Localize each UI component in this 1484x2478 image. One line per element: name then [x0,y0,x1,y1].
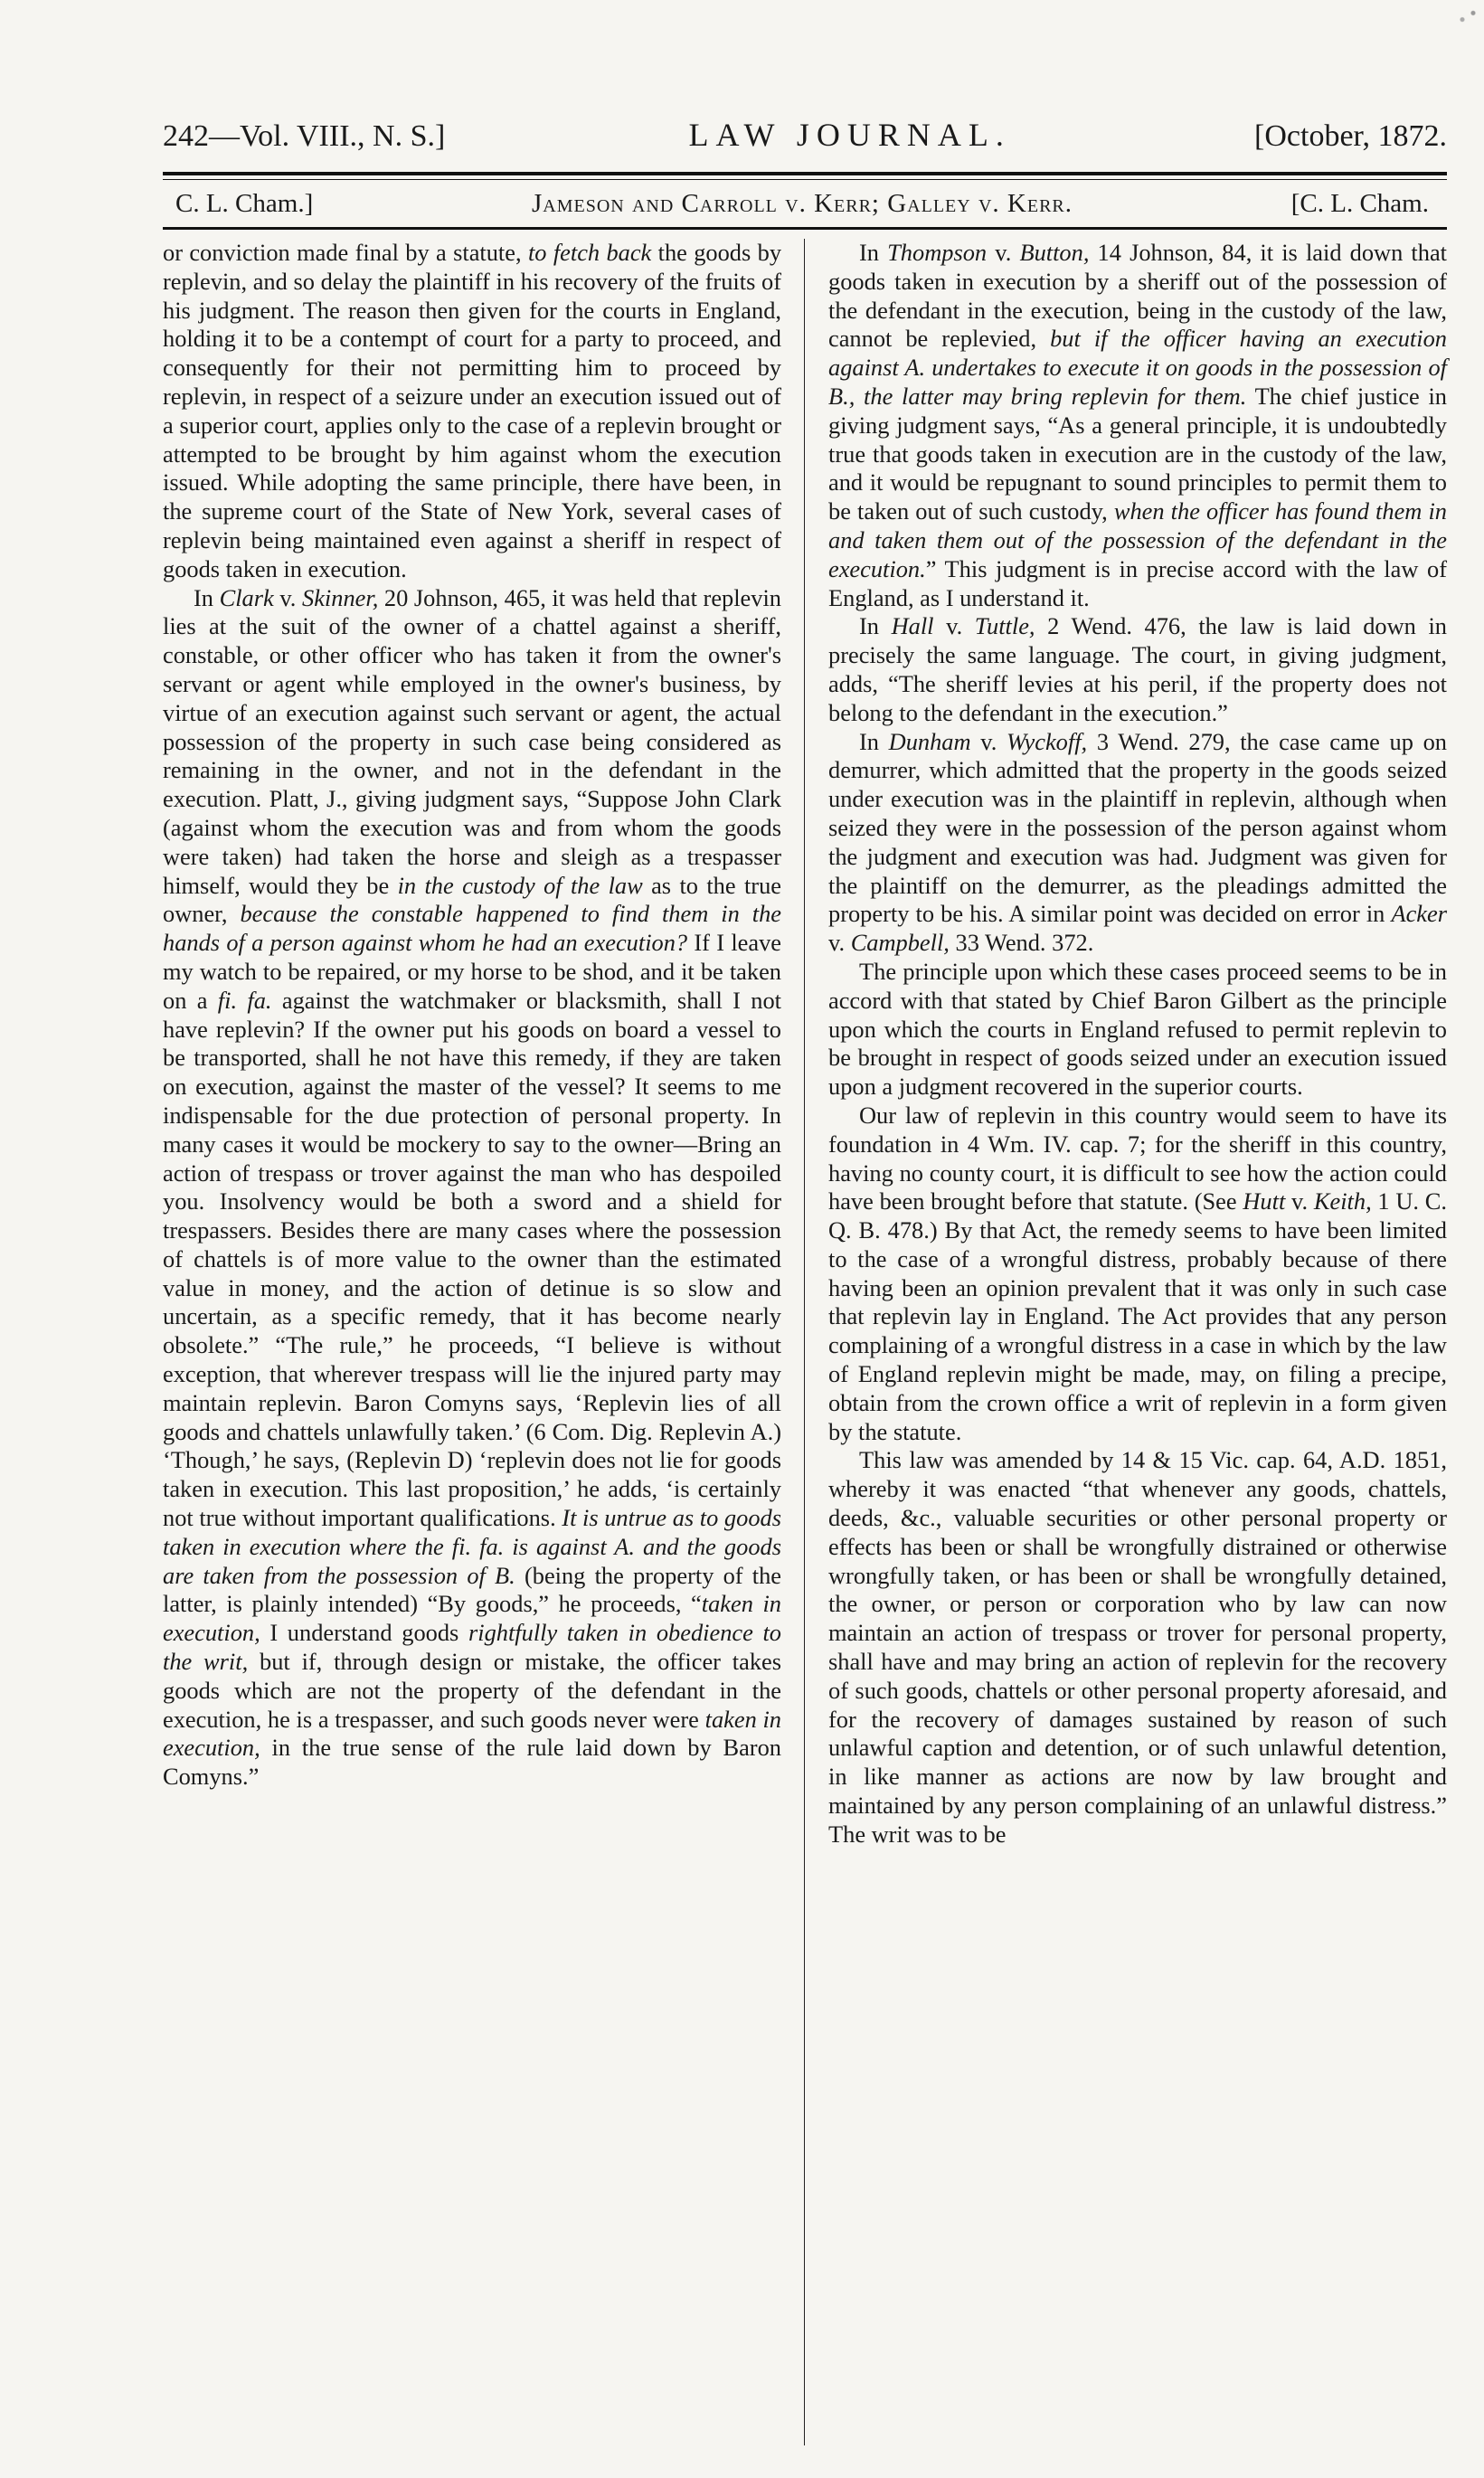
italic-text: Button, [1019,239,1090,266]
header-rule-thick [163,172,1447,175]
paragraph [828,1102,1447,1447]
italic-text: to fetch back [527,239,652,266]
italic-text: Clark [219,583,274,611]
italic-text: Acker [1391,900,1447,928]
italic-text: Tuttle, [974,612,1035,640]
text-run: 20 Johnson, 465, it was held that replevin lies at the suit of the owner of a chattel against a sheriff, constable, or other officer who has taken it from the owner's servant or agent while employed in the owner's business, by virtue of an execution against such servant or agent, the actual possession of the property in such case being considered as remaining in the owner, and not in the defendant in the execution. Platt, J., giving judgment says, “Suppose John Clark (against whom the execution was and from whom the goods were taken) had taken the horse and sleigh as a trespasser himself, would they be [163,583,781,899]
text-run: In [859,239,888,266]
italic-text: rightfully taken in obedience to the writ, [163,1619,781,1676]
italic-text: but if the officer having an execution against A. undertakes to execute it on goods in the possession of B., the latter may bring replevin for them. [828,325,1447,410]
italic-text: Campbell, [850,929,950,957]
text-run: If I leave my watch to be repaired, or my horse to be shod, and it be taken on a [163,929,781,1014]
text-run: 3 Wend. 279, the case came up on demurrer, which admitted that the property in the goods seized under execution was in the plaintiff in replevin, although when seized they were in the possession of the person against whom the judgment and execution was had. Judgment was given for the plaintiff on the demurrer, as the pleadings admitted the property to be his. A similar point was decided on error in [828,727,1447,928]
header-volume: 242—Vol. VIII., N. S.] [163,119,446,153]
text-run: 33 Wend. 372. [949,929,1094,957]
text-run: Our law of replevin in this country would seem to have its foundation in 4 Wm. IV. cap. 7; for the sheriff in this country, having no county court, it is difficult to see how the action could have been brought before that statute. (See [828,1101,1447,1215]
text-run: in the true sense of the rule laid down by Baron Comyns.” [163,1734,781,1791]
text-run: 1 U. C. Q. B. 478.) By that Act, the remedy seems to have been limited to the case of a wrongful distress, probably because of there having been an opinion prevalent that it was only in such case that replevin lay in England. The Act provides that any person complaining of a wrongful distress in a case in which by the law of England replevin might be made, may, on filing a precipe, obtain from the crown office a writ of replevin in a form given by the statute. [828,1187,1447,1445]
italic-text: Keith, [1313,1187,1372,1215]
italic-text: in the custody of the law [397,871,643,899]
italic-text: Thompson [887,239,988,266]
header-date: [October, 1872. [1254,119,1447,153]
text-run: The principle upon which these cases proceed seems to be in accord with that stated by Chief Baron Gilbert as the principle upon which the courts in England refused to permit replevin to be brought in respect of goods seized under an execution issued upon a judgment recovered in the superior courts. [828,957,1447,1101]
text-run: The chief justice in giving judgment says, “As a general principle, it is undoubtedly true that goods taken in execution are in the custody of the law, and it would be repugnant to sound principles to permit them to be taken out of such custody, [828,382,1447,525]
italic-text: because the constable happened to find them in the hands of a person against whom he had an execution? [163,900,781,957]
case-court-left: C. L. Cham.] [175,189,314,218]
paragraph [828,728,1447,958]
text-run: as to the true owner, [163,871,781,928]
paragraph [828,239,1447,612]
paragraph [828,958,1447,1102]
column-divider [804,239,805,2445]
paragraph [828,1446,1447,1849]
text-run: In [859,727,889,755]
text-run: v. [933,612,975,640]
case-header-rule [163,227,1447,230]
text-run: This law was amended by 14 & 15 Vic. cap. 64, A.D. 1851, whereby it was enacted “that whenever any goods, chattels, deeds, &c., valuable securities or other personal property or effects has been or shall be wrongfully distrained or otherwise wrongfully taken, or has been or shall be wrongfully detained, the owner, or person or corporation who by law can now maintain an action of trespass or trover for personal property, shall have and may bring an action of replevin for the recovery of such goods, chattels or other personal property aforesaid, and for the recovery of damages sustained by reason of such unlawful caption and detention, or of such unlawful detention, in like manner as actions are now by law brought and maintained by any person complaining of an unlawful distress.” The writ was to be [828,1446,1447,1848]
italic-text: It is untrue as to goods taken in execution where the fi. fa. is against A. and the goods are taken from the possession of B. [163,1504,781,1589]
text-run: against the watchmaker or blacksmith, shall I not have replevin? If the owner put his goods on board a vessel to be transported, shall he not have this remedy, if they are taken on execution, against the master of the vessel? It seems to me indispensable for the due protection of personal property. In many cases it would be mockery to say to the owner—Bring an action of trespass or trover against the man who has despoiled you. Insolvency would be both a sword and a shield for trespassers. Besides there are many cases where the possession of chattels is of more value to the owner than the estimated value in money, and the action of detinue is so slow and uncertain, as a specific remedy, that it has become nearly obsolete.” “The rule,” he proceeds, “I believe is without exception, that wherever trespass will lie the injured party may maintain replevin. Baron Comyns says, ‘Replevin lies of all goods and chattels unlawfully taken.’ (6 Com. Dig. Replevin A.) ‘Though,’ he says, (Replevin D) ‘replevin does not lie for goods taken in execution. This last proposition,’ he adds, ‘is certainly not true without important qualifications. [163,986,781,1532]
text-run: but if, through design or mistake, the officer takes goods which are not the property of the defendant in the execution, he is a trespasser, and such goods never were [163,1648,781,1733]
left-column [163,239,781,2464]
running-header [163,116,1447,163]
case-header [163,180,1447,227]
text-run: v. [970,727,1007,755]
italic-text: Hall [891,612,934,640]
journal-title: LAW JOURNAL. [688,117,1011,153]
text-run: 2 Wend. 476, the law is laid down in precisely the same language. The court, in giving judgment, adds, “The sheriff levies at his peril, if the property does not belong to the defendant in the execution.” [828,612,1447,726]
body-columns [163,239,1447,2464]
italic-text: Skinner, [302,583,379,611]
italic-text: taken in execution, [163,1705,782,1762]
text-run: In [859,612,892,640]
text-run: (being the property of the latter, is plainly intended) “By goods,” he proceeds, “ [163,1561,781,1618]
text-run: or conviction made final by a statute, [163,239,528,266]
text-run: v. [273,583,303,611]
paragraph [163,239,781,584]
italic-text: Wyckoff, [1006,727,1088,755]
text-run: I understand goods [260,1619,468,1647]
paragraph [828,612,1447,727]
right-column [828,239,1447,2464]
text-run: 14 Johnson, 84, it is laid down that goods taken in execution by a sheriff out of the possession of the defendant in the execution, being in the custody of the law, cannot be replevied, [828,239,1447,353]
text-run: the goods by replevin, and so delay the plaintiff in his recovery of the fruits of his judgment. The reason then given for the courts in England, holding it to be a contempt of court for a party to proceed, and consequently for their not permitting him to proceed by replevin, in respect of a seizure under an execution issued out of a superior court, applies only to the case of a replevin brought or attempted to be brought by him against whom the execution issued. While adopting the same principle, there have been, in the supreme court of the State of New York, several cases of replevin being maintained even against a sheriff in respect of goods taken in execution. [163,239,782,582]
corner-speck [1448,0,1484,33]
italic-text: when the officer has found them in and taken them out of the possession of the defendant in the execution. [828,497,1447,582]
text-run: v. [828,929,851,957]
italic-text: taken in execution, [163,1590,781,1647]
text-run: v. [1285,1187,1314,1215]
case-title: Jameson and Carroll v. Kerr; Galley v. Kerr. [531,189,1073,218]
text-run: In [194,583,220,611]
text-run: ” This judgment is in precise accord with the law of England, as I understand it. [828,554,1447,611]
journal-page [163,116,1447,2464]
italic-text: fi. fa. [217,986,272,1014]
paragraph [163,584,781,1792]
italic-text: Dunham [888,727,971,755]
text-run: v. [987,239,1020,266]
italic-text: Hutt [1243,1187,1286,1215]
case-court-right: [C. L. Cham. [1290,189,1429,218]
